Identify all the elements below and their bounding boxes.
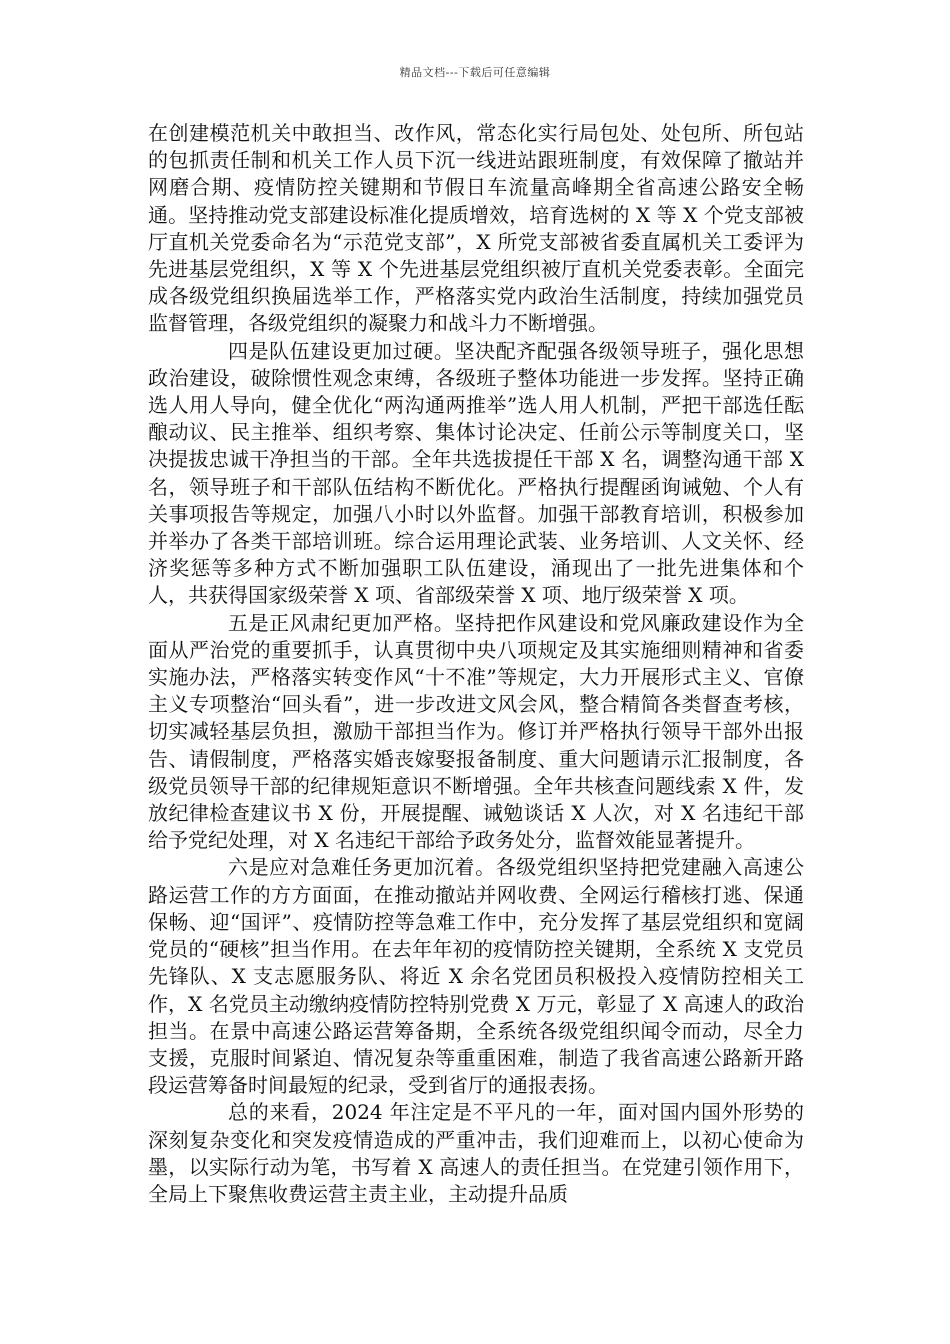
- page-header: 精品文档---下载后可任意编辑: [399, 66, 551, 79]
- paragraph-emergency-tasks: 六是应对急难任务更加沉着。各级党组织坚持把党建融入高速公路运营工作的方方面面，在推动撤站并网收费、全网运行稽核打逃、保通保畅、迎“国评”、疫情防控等急难工作中，充分发挥了基层党组织和宽阔党员的“硬核”担当作用。在去年年初的疫情防控关键期，全系统 X 支党员先锋队、X 支志愿服务队、将近 X 余名党团员积极投入疫情防控相关工作，X 名党员主动缴纳疫情防控特别党费 X 万元，彰显了 X 高速人的政治担当。在景中高速公路运营筹备期，全系统各级党组织闻令而动，尽全力支援，克服时间紧迫、情况复杂等重重困难，制造了我省高速公路新开路段运营筹备时间最短的纪录，受到省厅的通报表扬。: [148, 855, 804, 1098]
- document-body: [148, 120, 804, 1208]
- paragraph-party-organization: 在创建模范机关中敢担当、改作风，常态化实行局包处、处包所、所包站的包抓责任制和机关工作人员下沉一线进站跟班制度，有效保障了撤站并网磨合期、疫情防控关键期和节假日车流量高峰期全省高速公路安全畅通。坚持推动党支部建设标准化提质增效，培育选树的 X 等 X 个党支部被厅直机关党委命名为“示范党支部”，X 所党支部被省委直属机关工委评为先进基层党组织，X 等 X 个先进基层党组织被厅直机关党委表彰。全面完成各级党组织换届选举工作，严格落实党内政治生活制度，持续加强党员监督管理，各级党组织的凝聚力和战斗力不断增强。: [148, 121, 804, 336]
- paragraph-team-building: 四是队伍建设更加过硬。坚决配齐配强各级领导班子，强化思想政治建设，破除惯性观念束缚，各级班子整体功能进一步发挥。坚持正确选人用人导向，健全优化“两沟通两推举”选人用人机制，严把干部选任酝酿动议、民主推举、组织考察、集体讨论决定、任前公示等制度关口，坚决提拔忠诚干净担当的干部。全年共选拔提任干部 X 名，调整沟通干部 X 名，领导班子和干部队伍结构不断优化。严格执行提醒函询诫勉、个人有关事项报告等规定，加强八小时以外监督。加强干部教育培训，积极参加并举办了各类干部培训班。综合运用理论武装、业务培训、人文关怀、经济奖惩等多种方式不断加强职工队伍建设，涌现出了一批先进集体和个人，共获得国家级荣誉 X 项、省部级荣誉 X 项、地厅级荣誉 X 项。: [148, 338, 804, 608]
- paragraph-discipline: 五是正风肃纪更加严格。坚持把作风建设和党风廉政建设作为全面从严治党的重要抓手，认真贯彻中央八项规定及其实施细则精神和省委实施办法，严格落实转变作风“十不准”等规定，大力开展形式主义、官僚主义专项整治“回头看”，进一步改进文风会风，整合精简各类督查考核，切实减轻基层负担，激励干部担当作为。修订并严格执行领导干部外出报告、请假制度，严格落实婚丧嫁娶报备制度、重大问题请示汇报制度，各级党员领导干部的纪律规矩意识不断增强。全年共核查问题线索 X 件，发放纪律检查建议书 X 份，开展提醒、诫勉谈话 X 人次，对 X 名违纪干部给予党纪处理，对 X 名违纪干部给予政务处分，监督效能显著提升。: [148, 610, 804, 853]
- paragraph-summary: 总的来看，2024 年注定是不平凡的一年，面对国内国外形势的深刻复杂变化和突发疫情造成的严重冲击，我们迎难而上，以初心使命为墨，以实际行动为笔，书写着 X 高速人的责任担当。在党建引领作用下，全局上下聚焦收费运营主责主业，主动提升品质: [148, 1100, 804, 1206]
